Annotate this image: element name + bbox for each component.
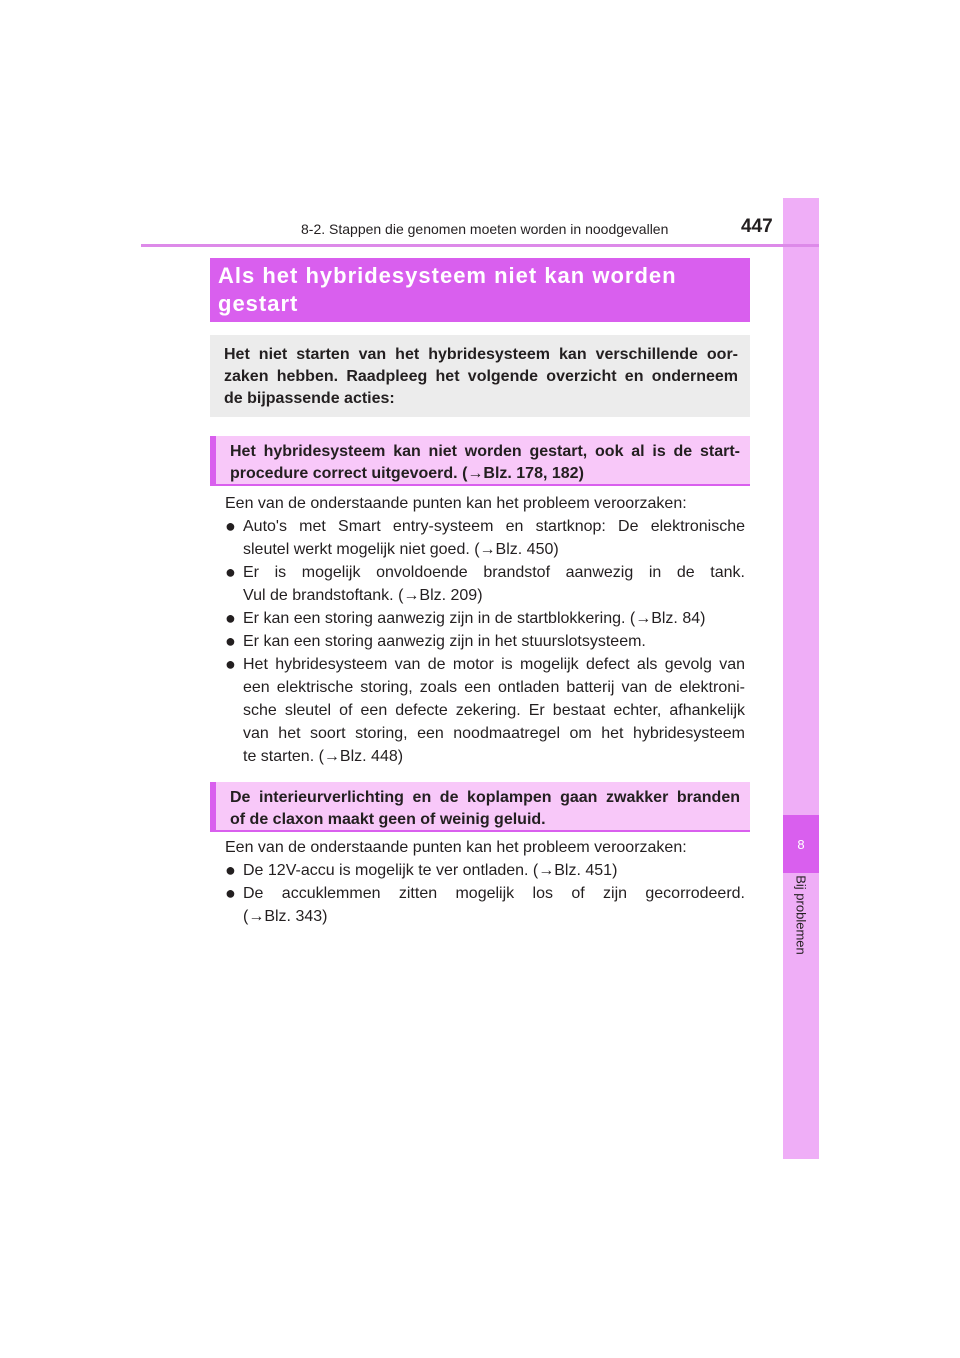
list-item bbox=[225, 859, 745, 882]
list-item-line: sche sleutel of een defecte zekering. Er bestaat echter, afhankelijk bbox=[243, 702, 745, 719]
list-item-line: Vul de brandstoftank. (→Blz. 209) bbox=[243, 587, 483, 604]
list-item bbox=[225, 882, 745, 928]
intro-line: de bijpassende acties: bbox=[224, 390, 395, 407]
section-title: 8-2. Stappen die genomen moeten worden in noodgevallen bbox=[301, 221, 669, 237]
chapter-number: 8 bbox=[783, 815, 819, 873]
list-item bbox=[225, 607, 745, 630]
list-item-line: van het soort storing, een noodmaatregel om het hybridesysteem bbox=[243, 725, 745, 742]
bullet-icon: ● bbox=[225, 562, 236, 582]
lead-text: Een van de onderstaande punten kan het probleem veroorzaken: bbox=[225, 495, 687, 512]
list-item-line: te starten. (→Blz. 448) bbox=[243, 748, 404, 765]
bullet-icon: ● bbox=[225, 654, 236, 674]
list-item-line: De 12V-accu is mogelijk te ver ontladen. (→Blz. 451) bbox=[243, 862, 618, 879]
section1-body bbox=[225, 492, 745, 768]
bullet-icon: ● bbox=[225, 608, 236, 628]
bullet-list bbox=[225, 515, 745, 768]
intro-line: zaken hebben. Raadpleeg het volgende overzicht en onderneem bbox=[224, 368, 738, 385]
subheading-line: procedure correct uitgevoerd. (→Blz. 178, 182) bbox=[230, 465, 584, 482]
header-divider bbox=[141, 244, 819, 247]
lead-text: Een van de onderstaande punten kan het probleem veroorzaken: bbox=[225, 839, 687, 856]
chapter-label: Bij problemen bbox=[793, 875, 809, 955]
list-item-text bbox=[243, 653, 745, 768]
list-item bbox=[225, 630, 745, 653]
subheading-line: De interieurverlichting en de koplampen gaan zwakker branden bbox=[230, 789, 740, 806]
bullet-icon: ● bbox=[225, 516, 236, 536]
subheading-start-failure bbox=[210, 436, 750, 486]
list-item-line: Auto's met Smart entry-systeem en startknop: De elektronische bbox=[243, 518, 745, 535]
list-item-line: Het hybridesysteem van de motor is mogelijk defect als gevolg van bbox=[243, 656, 745, 673]
list-item-text bbox=[243, 859, 745, 882]
list-item-line: De accuklemmen zitten mogelijk los of zijn gecorrodeerd. bbox=[243, 885, 745, 902]
list-item-line: Er kan een storing aanwezig zijn in het stuurslotsysteem. bbox=[243, 633, 646, 650]
list-item-text bbox=[243, 561, 745, 607]
list-item-line: een elektrische storing, zoals een ontladen batterij van de elektroni- bbox=[243, 679, 745, 696]
bullet-icon: ● bbox=[225, 883, 236, 903]
chapter-side-tab bbox=[783, 198, 819, 1159]
bullet-list bbox=[225, 859, 745, 928]
list-item-line: (→Blz. 343) bbox=[243, 908, 328, 925]
list-item-line: Er is mogelijk onvoldoende brandstof aanwezig in de tank. bbox=[243, 564, 745, 581]
subheading-line: Het hybridesysteem kan niet worden gestart, ook al is de start- bbox=[230, 443, 740, 460]
subheading-lights-dim bbox=[210, 782, 750, 832]
list-item-text bbox=[243, 607, 745, 630]
subheading-line: of de claxon maakt geen of weinig geluid. bbox=[230, 811, 546, 828]
page-number: 447 bbox=[741, 216, 773, 237]
list-item bbox=[225, 515, 745, 561]
list-item-text bbox=[243, 515, 745, 561]
list-item-line: Er kan een storing aanwezig zijn in de startblokkering. (→Blz. 84) bbox=[243, 610, 706, 627]
bullet-icon: ● bbox=[225, 860, 236, 880]
main-heading bbox=[210, 258, 750, 322]
list-item-text bbox=[243, 630, 745, 653]
list-item-line: sleutel werkt mogelijk niet goed. (→Blz. 450) bbox=[243, 541, 559, 558]
main-heading-line: Als het hybridesysteem niet kan worden bbox=[218, 263, 677, 288]
intro-box bbox=[210, 335, 750, 417]
list-item bbox=[225, 561, 745, 607]
intro-line: Het niet starten van het hybridesysteem kan verschillende oor- bbox=[224, 346, 738, 363]
list-item-text bbox=[243, 882, 745, 928]
list-item bbox=[225, 653, 745, 768]
section2-body bbox=[225, 836, 745, 928]
bullet-icon: ● bbox=[225, 631, 236, 651]
main-heading-line: gestart bbox=[218, 291, 299, 316]
